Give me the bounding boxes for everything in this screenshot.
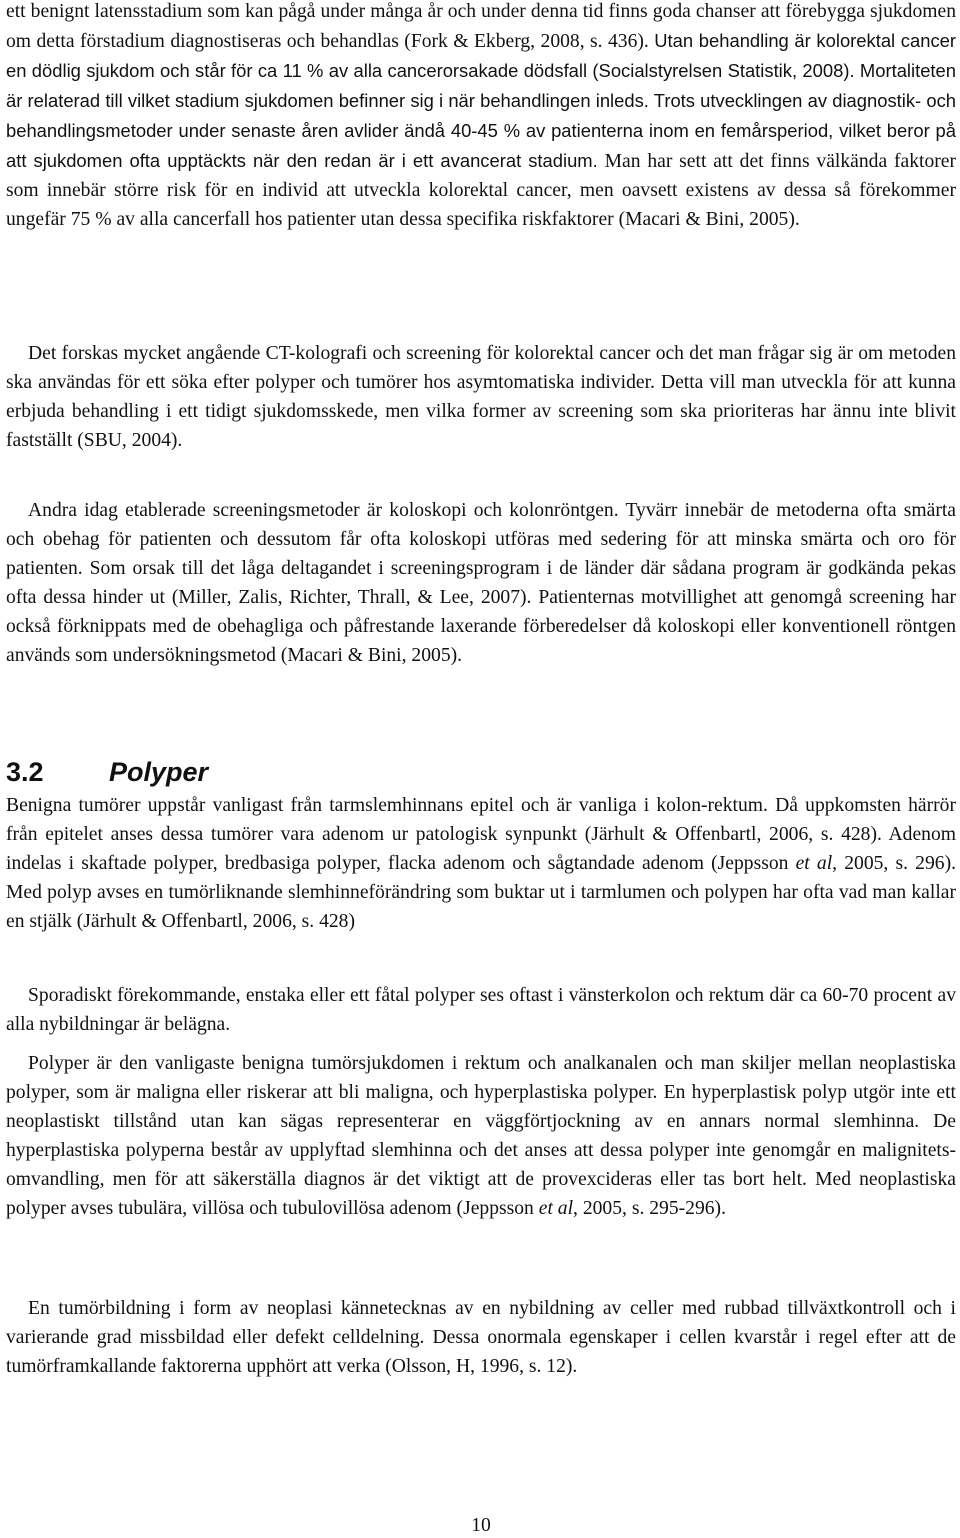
paragraph-neoplasia: En tumörbildning i form av neoplasi kännetecknas av en nybildning av celler med rubbad tillväxtkontroll och i varierande grad missbildad eller defekt celldelning. Dessa onormala egenskaper i cellen kvarstår i regel efter att de tumörframkallande faktorerna upphört att verka (Olsson, H, 1996, s. 12). — [6, 1298, 956, 1377]
paragraph-text: Polyper är den vanligaste benigna tumörsjukdomen i rektum och analkanalen och man skiljer mellan neoplastiska polyper, som är maligna eller riskerar att bli maligna, och hyperplastiska polyper. En hyperplastisk polyp utgör inte ett neoplastiskt tillstånd utan kan sägas representerar en väggförtjockning av en annars normal slemhinna. De hyperplastiska polyperna består av upplyftad slemhinna och det anses att dessa polyper inte genomgår en malignitets-omvandling, men för att säkerställa diagnos är det viktigt att de provexcideras eller tas bort helt. Med neoplastiska polyper avses tubulära, villösa och tubulovillösa adenom (Jeppsson — [6, 1053, 956, 1219]
paragraph-text: ett benignt latensstadium som kan pågå under många år och under denna tid finns goda chanser att förebygga sjukdomen om detta förstadium diagnostiseras och behandlas (Fork & Ekberg, 2008, s. 436). — [6, 1, 956, 52]
section-title: Polyper — [109, 757, 209, 787]
italic-et-al: et al — [795, 853, 833, 874]
paragraph-polyp-types — [6, 1049, 956, 1223]
paragraph-ct-colography: Det forskas mycket angående CT-kolografi och screening för kolorektal cancer och det man frågar sig är om metoden ska användas för ett söka efter polyper och tumörer hos asymtomatiska individer. Detta vill man utveckla för att kunna erbjuda behandling i ett tidigt sjukdomsskede, men vilka former av screening som ska prioriteras har ännu inte blivit fastställt (SBU, 2004). — [6, 343, 956, 451]
section-number: 3.2 — [6, 757, 44, 787]
paragraph-text: , 2005, s. 295-296). — [573, 1198, 726, 1219]
paragraph-text: Man har sett att det finns välkända faktorer som innebär större risk för en individ att utveckla kolorektal cancer, men oavsett existens av dessa så förekommer ungefär 75 % av alla cancerfall hos patienter utan dessa specifika riskfaktorer (Macari & Bini, 2005). — [6, 151, 956, 230]
section-heading — [6, 752, 208, 792]
paragraph-benign-tumors — [6, 791, 956, 936]
paragraph-text: , 2005, s. 296). Med polyp avses en tumörliknande slemhinneförändring som buktar ut i tarmlumen och polypen har ofta vad man kallar en stjälk (Järhult & Offenbartl, 2006, s. 428) — [6, 853, 956, 932]
paragraph-screening-methods: Andra idag etablerade screeningsmetoder är koloskopi och kolonröntgen. Tyvärr innebär de metoderna ofta smärta och obehag för patienten och dessutom får ofta koloskopi utföras med sedering för att minska smärta och oro för patienten. Som orsak till det låga deltagandet i screeningsprogram i de länder där sådana program är godkända pekas ofta dessa hinder ut (Miller, Zalis, Richter, Thrall, & Lee, 2007). Patienternas motvillighet att genomgå screening har också förknippats med de obehagliga och påfrestande laxerande förberedelser då koloskopi eller konventionell röntgen används som undersökningsmetod (Macari & Bini, 2005). — [6, 500, 956, 666]
paragraph-text: Benigna tumörer uppstår vanligast från tarmslemhinnans epitel och är vanliga i kolon-rektum. Då uppkomsten härrör från epitelet anses dessa tumörer vara adenom ur patologisk synpunkt (Järhult & Offenbartl, 2006, s. 428). Adenom indelas i skaftade polyper, bredbasiga polyper, flacka adenom och sågtandade adenom (Jeppsson — [6, 795, 956, 874]
italic-et-al: et al — [538, 1198, 574, 1219]
paragraph-risk-and-mortality — [6, 0, 956, 234]
paragraph-text-sans: Utan behandling är kolorektal cancer en dödlig sjukdom och står för ca 11 % av alla cancerorsakade dödsfall (Socialstyrelsen Statistik, 2008). Mortaliteten är relaterad till vilket stadium sjukdomen befinner sig i när behandlingen inleds. Trots utvecklingen av diagnostik- och behandlingsmetoder under senaste åren avlider ändå 40-45 % av patienterna inom en femårsperiod, vilket beror på att sjukdomen ofta upptäckts när den redan är i ett avancerat stadium. — [6, 30, 956, 171]
page-number: 10 — [471, 1515, 491, 1536]
paragraph-sporadic-polyps: Sporadiskt förekommande, enstaka eller ett fåtal polyper ses oftast i vänsterkolon och rektum där ca 60-70 procent av alla nybildningar är belägna. — [6, 985, 956, 1035]
